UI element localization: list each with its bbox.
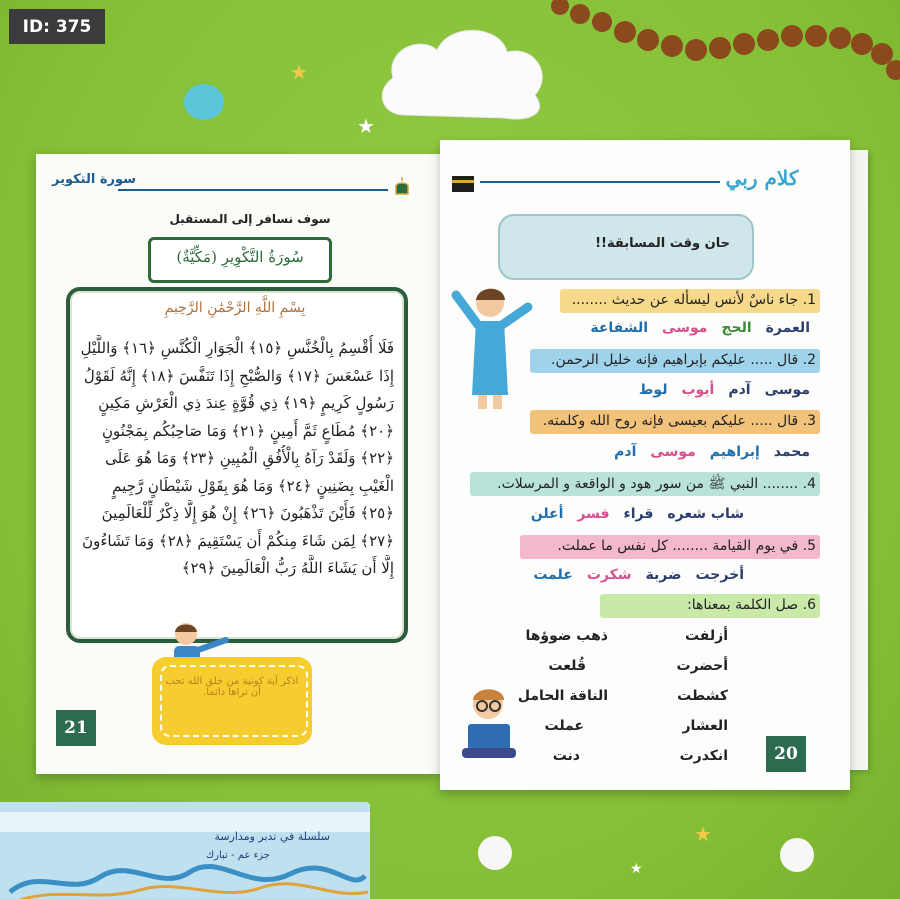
kaaba-icon [450,172,476,194]
match-word[interactable]: انكدرت [679,748,728,764]
match-title: 6. صل الكلمة بمعناها: [687,597,816,613]
verse-line: ﴿٢٧﴾ لِمَن شَاءَ مِنكُمْ أَن يَسْتَقِيمَ ﴿٢٨﴾ وَمَا تَشَاءُونَ [82,531,394,550]
match-meaning[interactable]: عملت [544,718,584,734]
option[interactable]: الحج [721,320,752,336]
boy-reading-illustration [458,684,520,764]
question-text: 2. قال ..... عليكم بإبراهيم فإنه خليل الرحمن. [551,352,816,368]
star-icon: ★ [357,114,375,138]
verse-line: فَلَا أُقْسِمُ بِالْخُنَّسِ ﴿١٥﴾ الْجَوَارِ الْكُنَّسِ ﴿١٦﴾ وَاللَّيْلِ [80,339,394,357]
option[interactable]: موسى [650,444,696,460]
option[interactable]: شكرت [586,567,632,583]
star-icon: ★ [290,60,308,84]
prayer-beads [540,0,900,90]
question-text: 1. جاء ناسٌ لأنس ليسأله عن حديث ........ [571,292,816,308]
match-meaning[interactable]: قُلعت [548,658,586,674]
option[interactable]: محمد [773,444,810,460]
basmala: بِسْمِ اللَّهِ الرَّحْمَٰنِ الرَّحِيمِ [164,300,306,316]
surah-title-frame [148,237,332,283]
verse-line: ﴿٢٢﴾ وَلَقَدْ رَآهُ بِالْأُفُقِ الْمُبِينِ ﴿٢٣﴾ وَمَا هُوَ عَلَى [105,449,394,467]
page-subtitle: سوف نسافر إلى المستقبل [169,212,331,226]
verse-line: رَسُولٍ كَرِيمٍ ﴿١٩﴾ ذِي قُوَّةٍ عِندَ ذِي الْعَرْشِ مَكِينٍ [98,394,394,412]
verse-line: الْغَيْبِ بِضَنِينٍ ﴿٢٤﴾ وَمَا هُوَ بِقَوْلِ شَيْطَانٍ رَّجِيمٍ [112,476,394,495]
page-number-left: 21 [56,710,96,746]
white-pompom [478,836,512,870]
note-text: اذكر آية كونية من خلق الله تحب أن تراها دائما. [165,676,299,698]
match-word[interactable]: كشطت [677,688,728,704]
match-meaning[interactable]: الناقة الحامل [517,688,608,704]
option[interactable]: الشفاعة [590,320,649,336]
answer-options [614,444,810,460]
match-meaning[interactable]: دنت [552,748,580,764]
option[interactable]: العمرة [765,320,810,336]
option[interactable]: آدم [614,444,637,460]
answer-options [533,567,744,583]
cover-calligraphy [0,862,370,899]
match-word[interactable]: أحضرت [676,658,728,674]
question-text: 5. في يوم القيامة ........ كل نفس ما عملت. [557,538,816,554]
cover-series-text: سلسلة في تدبر ومدارسة [214,830,330,843]
paper-cloud [375,20,555,124]
cover-booklet [0,802,370,899]
star-icon: ★ [630,861,643,877]
option[interactable]: شاب شعره [667,506,744,522]
option[interactable]: أيوب [681,382,715,398]
option[interactable]: علمت [533,567,573,583]
verses-block [72,335,394,583]
match-word[interactable]: أزلفت [684,628,728,644]
star-icon: ★ [694,822,712,846]
question-text: 4. ........ النبي ﷺ من سور هود و الواقعة و المرسلات. [497,476,816,492]
verse-line: إِلَّا أَن يَشَاءَ اللَّهُ رَبُّ الْعَالَمِينَ ﴿٢٩﴾ [181,559,394,577]
right-page-header-line [480,181,720,183]
boy-waving-illustration [450,285,534,415]
option[interactable]: قراء [623,506,654,522]
cover-part-text: جزء عم - تبارك [205,850,270,861]
option[interactable]: فسر [577,506,610,522]
book-logo: كلام ربي [725,166,799,190]
option[interactable]: موسى [764,382,810,398]
match-meaning[interactable]: ذهب ضوؤها [525,628,608,644]
page-number-right: 20 [766,736,806,772]
answer-options [590,320,810,336]
option[interactable]: موسى [662,320,708,336]
option[interactable]: آدم [728,382,751,398]
white-pompom [780,838,814,872]
verse-line: ﴿٢٥﴾ فَأَيْنَ تَذْهَبُونَ ﴿٢٦﴾ إِنْ هُوَ إِلَّا ذِكْرٌ لِّلْعَالَمِينَ [101,504,394,522]
page-header-title: سورة التكوير [52,172,136,187]
speech-bubble-text: حان وقت المسابقة!! [595,236,730,251]
option[interactable]: ضربة [645,567,682,583]
verse-line: إِذَا عَسْعَسَ ﴿١٧﴾ وَالصُّبْحِ إِذَا تَنَفَّسَ ﴿١٨﴾ إِنَّهُ لَقَوْلُ [83,366,394,385]
option[interactable]: أعلن [530,506,564,522]
surah-title: سُورَةُ التَّكْوِيرِ (مَكِّيَّةٌ) [176,248,304,266]
question-text: 3. قال ..... عليكم بعيسى فإنه روح الله وكلمته. [542,413,816,429]
option[interactable]: إبراهيم [709,444,760,460]
option[interactable]: لوط [638,382,668,398]
verse-line: ﴿٢٠﴾ مُطَاعٍ ثَمَّ أَمِينٍ ﴿٢١﴾ وَمَا صَاحِبُكُم بِمَجْنُونٍ [101,421,394,440]
option[interactable]: أخرجت [695,567,744,583]
match-word[interactable]: العشار [682,718,728,734]
blue-pompom [184,84,224,120]
answer-options [639,382,810,398]
mosque-icon [390,174,414,198]
id-label: ID: 375 [9,9,105,44]
cover-stripe [0,812,370,832]
answer-options [531,506,744,522]
